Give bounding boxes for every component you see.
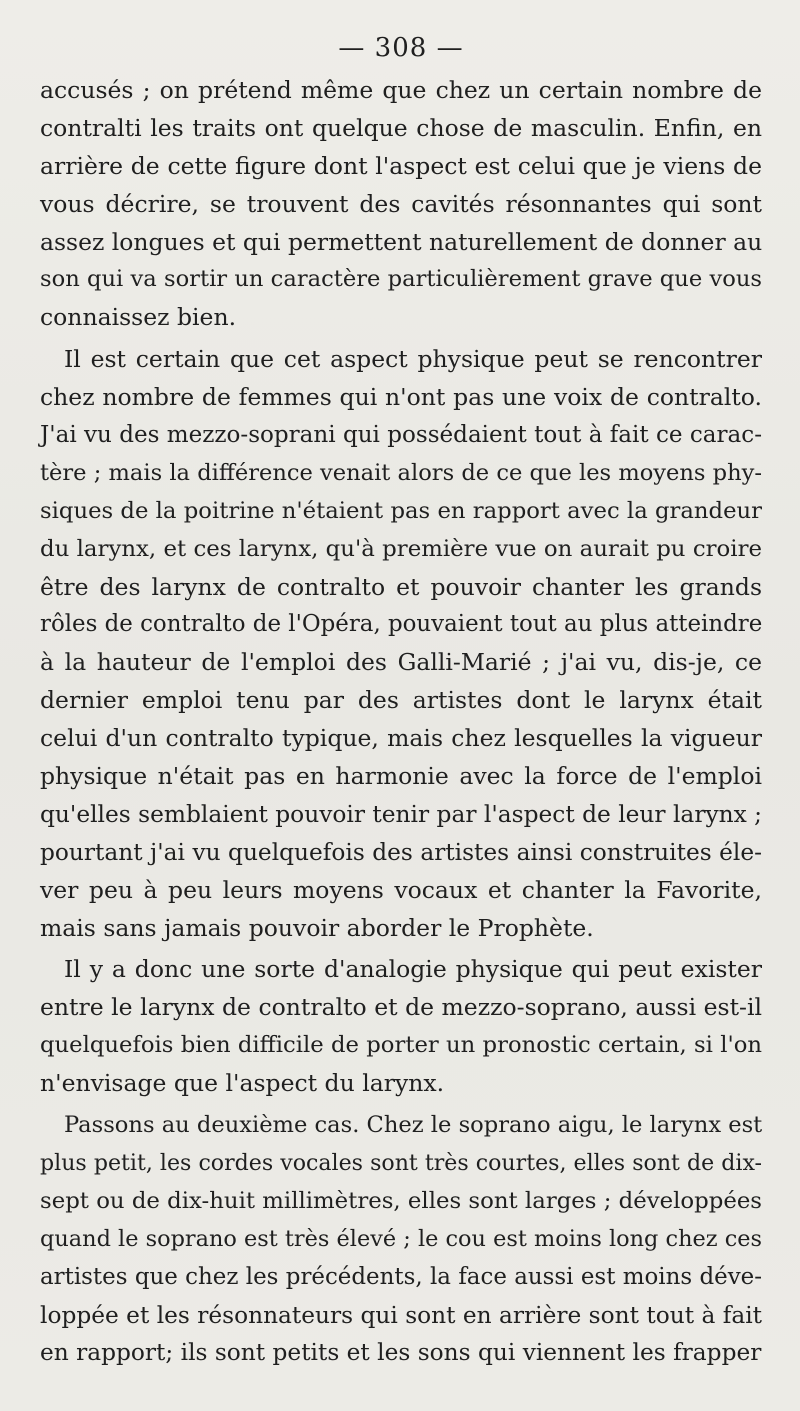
text-line: arrière de cette figure dont l'aspect est celui que je viens de xyxy=(40,151,762,180)
text-line: plus petit, les cordes vocales sont très courtes, elles sont de dix- xyxy=(40,1149,762,1176)
page-number: — 308 — xyxy=(338,33,464,63)
text-line: tère ; mais la différence venait alors de ce que les moyens phy- xyxy=(40,459,762,486)
text-line: Passons au deuxième cas. Chez le soprano aigu, le larynx est xyxy=(64,1112,763,1139)
text-line: dernier emploi tenu par des artistes dont le larynx était xyxy=(40,686,762,715)
text-line: qu'elles semblaient pouvoir tenir par l'aspect de leur larynx ; xyxy=(40,800,763,828)
text-line: siques de la poitrine n'étaient pas en rapport avec la grandeur xyxy=(40,497,762,524)
text-line: chez nombre de femmes qui n'ont pas une voix de contralto. xyxy=(40,383,762,412)
text-line: physique n'était pas en harmonie avec la force de l'emploi xyxy=(40,762,762,791)
text-line: assez longues et qui permettent naturellement de donner au xyxy=(40,227,763,256)
text-body xyxy=(40,72,762,1372)
text-line: rôles de contralto de l'Opéra, pouvaient tout au plus atteindre xyxy=(40,611,763,638)
paragraph xyxy=(40,1107,762,1372)
text-line: son qui va sortir un caractère particulièrement grave que vous xyxy=(40,266,762,293)
text-line: pourtant j'ai vu quelquefois des artistes ainsi construites éle- xyxy=(40,838,762,866)
text-line: quand le soprano est très élevé ; le cou est moins long chez ces xyxy=(40,1225,762,1252)
text-line: en rapport; ils sont petits et les sons qui viennent les frapper xyxy=(40,1339,762,1367)
text-line: à la hauteur de l'emploi des Galli-Marié ; j'ai vu, dis-je, ce xyxy=(40,648,762,677)
text-line: vous décrire, se trouvent des cavités résonnantes qui sont xyxy=(40,189,762,218)
text-line: n'envisage que l'aspect du larynx. xyxy=(40,1069,445,1098)
paragraph xyxy=(40,951,762,1103)
paragraph xyxy=(40,72,762,337)
text-line: mais sans jamais pouvoir aborder le Prophète. xyxy=(40,913,594,942)
text-line: ver peu à peu leurs moyens vocaux et chanter la Favorite, xyxy=(40,875,762,904)
text-line: artistes que chez les précédents, la face aussi est moins déve- xyxy=(40,1263,762,1290)
text-line: du larynx, et ces larynx, qu'à première vue on aurait pu croire xyxy=(40,535,762,562)
text-line: celui d'un contralto typique, mais chez lesquelles la vigueur xyxy=(40,724,762,753)
text-line: entre le larynx de contralto et de mezzo-soprano, aussi est-il xyxy=(40,993,762,1022)
text-line: loppée et les résonnateurs qui sont en arrière sont tout à fait xyxy=(40,1301,762,1329)
text-line: quelquefois bien difficile de porter un pronostic certain, si l'on xyxy=(40,1032,762,1059)
text-line: sept ou de dix-huit millimètres, elles sont larges ; développées xyxy=(40,1187,763,1214)
text-line: Il y a donc une sorte d'analogie physique qui peut exister xyxy=(64,955,762,984)
text-line: connaissez bien. xyxy=(40,303,237,332)
text-line: contralti les traits ont quelque chose de masculin. Enfin, en xyxy=(40,113,762,142)
paragraph xyxy=(40,341,762,947)
text-line: être des larynx de contralto et pouvoir chanter les grands xyxy=(40,572,762,601)
text-line: accusés ; on prétend même que chez un certain nombre de xyxy=(40,76,762,104)
text-line: J'ai vu des mezzo-soprani qui possédaient tout à fait ce carac- xyxy=(40,422,762,449)
text-line: Il est certain que cet aspect physique peut se rencontrer xyxy=(64,345,762,374)
